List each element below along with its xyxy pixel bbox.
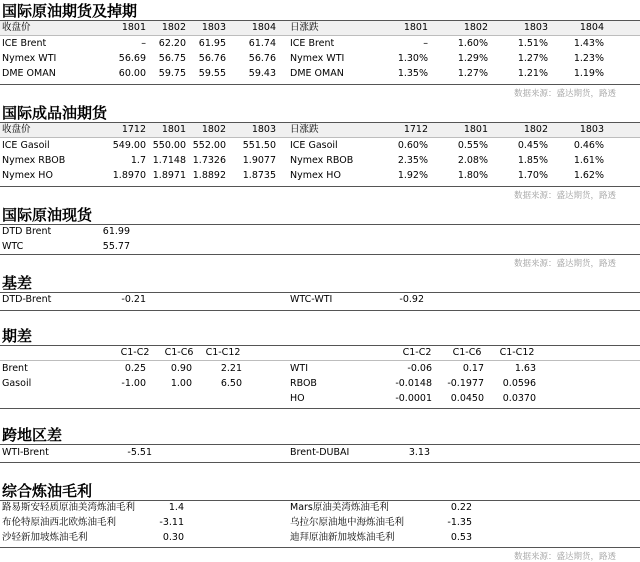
- row-label: HO: [290, 393, 305, 404]
- header-cell: 1712: [403, 124, 428, 135]
- table-cell: -0.06: [407, 363, 432, 374]
- table-cell: 1.62%: [573, 170, 604, 181]
- table-cell: -1.00: [121, 378, 146, 389]
- basis-left-label: DTD-Brent: [2, 294, 52, 305]
- basis-right-label: WTC-WTI: [290, 294, 333, 305]
- region-right-label: Brent-DUBAI: [290, 447, 350, 458]
- table-cell: 0.90: [170, 363, 192, 374]
- table-cell: 2.21: [220, 363, 242, 374]
- table-cell: 6.50: [220, 378, 242, 389]
- table-cell: 0.0450: [450, 393, 484, 404]
- row-label: Nymex HO: [2, 170, 53, 181]
- table-cell: 1.35%: [397, 68, 428, 79]
- table-cell: 1.60%: [457, 38, 488, 49]
- section-title-regional-spread: 跨地区差: [2, 426, 63, 444]
- row-label: Nymex HO: [290, 170, 341, 181]
- table-cell: 1.63: [514, 363, 536, 374]
- table-cell: 0.17: [462, 363, 484, 374]
- header-cell: 1802: [161, 22, 186, 33]
- table-cell: 1.8735: [242, 170, 276, 181]
- table-cell: 1.4: [168, 502, 184, 513]
- section-title-product-futures: 国际成品油期货: [2, 104, 108, 122]
- table-cell: 1.61%: [573, 155, 604, 166]
- table-cell: 1.00: [170, 378, 192, 389]
- row-label: Nymex RBOB: [2, 155, 66, 166]
- table-cell: 0.45%: [517, 140, 548, 151]
- table-cell: 1.29%: [457, 53, 488, 64]
- region-right-value: 3.13: [408, 447, 430, 458]
- table-cell: 1.7: [130, 155, 146, 166]
- row-label: 路易斯安轻质原油美湾炼油毛利: [2, 502, 136, 513]
- header-cell: 1801: [403, 22, 428, 33]
- table-cell: 55.77: [102, 241, 130, 252]
- row-label: Nymex WTI: [290, 53, 345, 64]
- table-cell: 0.22: [450, 502, 472, 513]
- table-cell: 549.00: [112, 140, 146, 151]
- table-cell: 60.00: [118, 68, 146, 79]
- region-left-label: WTI-Brent: [2, 447, 49, 458]
- table-cell: 1.92%: [397, 170, 428, 181]
- basis-right-value: -0.92: [399, 294, 424, 305]
- header-cell: 1801: [161, 124, 186, 135]
- header-cell: 1803: [251, 124, 276, 135]
- row-label: 沙轻新加坡炼油毛利: [2, 532, 88, 543]
- table-cell: 551.50: [242, 140, 276, 151]
- header-cell: 1801: [463, 124, 488, 135]
- table-cell: 0.60%: [397, 140, 428, 151]
- header-cell: C1-C2: [402, 347, 432, 358]
- row-label: ICE Brent: [2, 38, 47, 49]
- table-cell: 1.70%: [517, 170, 548, 181]
- table-cell: 0.0370: [502, 393, 536, 404]
- section-title-spread: 期差: [2, 327, 33, 345]
- section-title-refining-margin: 综合炼油毛利: [2, 482, 93, 500]
- table-cell: -3.11: [159, 517, 184, 528]
- section-title-crude-futures: 国际原油期货及掉期: [2, 2, 138, 20]
- table-cell: 1.51%: [517, 38, 548, 49]
- header-cell: 1803: [579, 124, 604, 135]
- header-label: 日涨跌: [290, 124, 319, 135]
- table-cell: 550.00: [152, 140, 186, 151]
- table-cell: 59.75: [158, 68, 186, 79]
- header-cell: C1-C6: [164, 347, 194, 358]
- header-cell: C1-C12: [205, 347, 241, 358]
- header-label: 日涨跌: [290, 22, 319, 33]
- row-label: Nymex WTI: [2, 53, 57, 64]
- table-cell: 552.00: [192, 140, 226, 151]
- table-cell: 1.30%: [397, 53, 428, 64]
- table-cell: -1.35: [447, 517, 472, 528]
- table-cell: –: [141, 38, 146, 49]
- header-cell: 1802: [523, 124, 548, 135]
- table-cell: -0.0001: [395, 393, 432, 404]
- table-cell: 0.0596: [502, 378, 536, 389]
- table-cell: -0.1977: [447, 378, 484, 389]
- row-label: ICE Gasoil: [2, 140, 50, 151]
- row-label: Nymex RBOB: [290, 155, 354, 166]
- table-cell: 1.85%: [517, 155, 548, 166]
- table-cell: 61.74: [248, 38, 276, 49]
- table-cell: 1.7326: [192, 155, 226, 166]
- section-title-crude-spot: 国际原油现货: [2, 206, 93, 224]
- table-cell: 62.20: [158, 38, 186, 49]
- table-cell: 1.8970: [112, 170, 146, 181]
- table-cell: 0.53: [450, 532, 472, 543]
- region-left-value: -5.51: [127, 447, 152, 458]
- section-title-basis: 基差: [2, 274, 33, 292]
- table-cell: 56.76: [248, 53, 276, 64]
- row-label: 布伦特原油西北欧炼油毛利: [2, 517, 117, 528]
- table-cell: 2.08%: [457, 155, 488, 166]
- table-cell: 2.35%: [397, 155, 428, 166]
- row-label: ICE Brent: [290, 38, 335, 49]
- header-cell: 1802: [201, 124, 226, 135]
- table-cell: 56.69: [118, 53, 146, 64]
- header-label: 收盘价: [2, 22, 31, 33]
- table-cell: 1.9077: [242, 155, 276, 166]
- row-label: WTC: [2, 241, 24, 252]
- table-cell: 0.46%: [573, 140, 604, 151]
- table-cell: 0.30: [162, 532, 184, 543]
- table-cell: 1.8892: [192, 170, 226, 181]
- table-cell: 1.27%: [457, 68, 488, 79]
- table-cell: 1.27%: [517, 53, 548, 64]
- header-cell: 1802: [463, 22, 488, 33]
- table-cell: 1.43%: [573, 38, 604, 49]
- header-label: 收盘价: [2, 124, 31, 135]
- table-cell: 1.21%: [517, 68, 548, 79]
- row-label: 迪拜原油新加坡炼油毛利: [290, 532, 395, 543]
- table-cell: 0.25: [124, 363, 146, 374]
- table-cell: 1.19%: [573, 68, 604, 79]
- source-note: 数据来源：盛达期货，路透: [514, 259, 617, 269]
- header-cell: 1803: [201, 22, 226, 33]
- row-label: DTD Brent: [2, 226, 52, 237]
- row-label: Brent: [2, 363, 28, 374]
- table-cell: 56.76: [198, 53, 226, 64]
- table-cell: 1.80%: [457, 170, 488, 181]
- row-label: DME OMAN: [2, 68, 56, 79]
- header-cell: 1804: [251, 22, 276, 33]
- source-note: 数据来源：盛达期货，路透: [514, 89, 617, 99]
- header-cell: 1801: [121, 22, 146, 33]
- row-label: Gasoil: [2, 378, 32, 389]
- row-label: ICE Gasoil: [290, 140, 338, 151]
- table-cell: 1.8971: [152, 170, 186, 181]
- header-cell: C1-C6: [452, 347, 482, 358]
- row-label: Mars原油美湾炼油毛利: [290, 502, 389, 513]
- table-cell: –: [423, 38, 428, 49]
- table-cell: 59.55: [198, 68, 226, 79]
- source-note: 数据来源：盛达期货，路透: [514, 191, 617, 201]
- source-note: 数据来源：盛达期货，路透: [514, 552, 617, 562]
- table-cell: 1.7148: [152, 155, 186, 166]
- row-label: WTI: [290, 363, 308, 374]
- header-cell: C1-C2: [120, 347, 150, 358]
- header-cell: 1804: [579, 22, 604, 33]
- table-cell: 1.23%: [573, 53, 604, 64]
- table-cell: -0.0148: [395, 378, 432, 389]
- table-cell: 0.55%: [457, 140, 488, 151]
- header-cell: 1712: [121, 124, 146, 135]
- table-cell: 61.99: [102, 226, 130, 237]
- row-label: RBOB: [290, 378, 317, 389]
- table-cell: 61.95: [198, 38, 226, 49]
- row-label: DME OMAN: [290, 68, 344, 79]
- table-cell: 59.43: [248, 68, 276, 79]
- table-cell: 56.75: [158, 53, 186, 64]
- basis-left-value: -0.21: [121, 294, 146, 305]
- header-cell: 1803: [523, 22, 548, 33]
- header-cell: C1-C12: [499, 347, 535, 358]
- row-label: 乌拉尔原油地中海炼油毛利: [290, 517, 405, 528]
